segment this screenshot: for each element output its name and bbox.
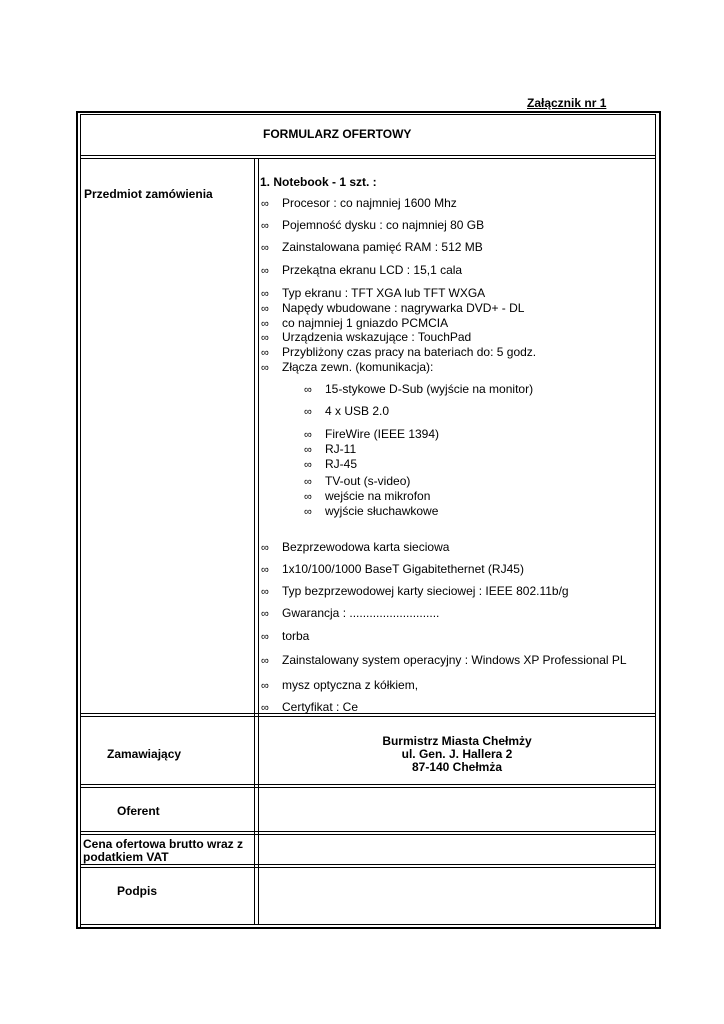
- list-item: Typ ekranu : TFT XGA lub TFT WXGA: [282, 286, 486, 300]
- bullet-icon: ∞: [261, 347, 269, 359]
- price-label-line2: podatkiem VAT: [83, 850, 169, 864]
- bullet-icon: ∞: [261, 542, 269, 554]
- bullet-icon: ∞: [304, 491, 312, 503]
- price-field[interactable]: [260, 836, 654, 863]
- list-item: Gwarancja : ...........................: [282, 606, 440, 620]
- list-item: Urządzenia wskazujące : TouchPad: [282, 330, 472, 344]
- bullet-icon: ∞: [261, 655, 269, 667]
- list-item: Pojemność dysku : co najmniej 80 GB: [282, 218, 485, 232]
- subject-label: Przedmiot zamówienia: [84, 187, 213, 201]
- bullet-icon: ∞: [304, 406, 312, 418]
- bullet-icon: ∞: [304, 506, 312, 518]
- form-title: FORMULARZ OFERTOWY: [263, 127, 412, 141]
- bullet-icon: ∞: [261, 586, 269, 598]
- bullet-icon: ∞: [261, 608, 269, 620]
- bullet-icon: ∞: [261, 288, 269, 300]
- bullet-icon: ∞: [261, 564, 269, 576]
- bullet-icon: ∞: [261, 702, 269, 714]
- signature-field[interactable]: [260, 869, 654, 923]
- bullet-icon: ∞: [261, 242, 269, 254]
- bullet-icon: ∞: [304, 384, 312, 396]
- sub-list-item: TV-out (s-video): [325, 474, 411, 488]
- subject-heading: 1. Notebook - 1 szt. :: [260, 175, 377, 189]
- orderer-name: Burmistrz Miasta Chełmży: [382, 734, 532, 748]
- list-item: Typ bezprzewodowej karty sieciowej : IEEE 802.11b/g: [282, 584, 569, 598]
- sub-list-item: 15-stykowe D-Sub (wyjście na monitor): [325, 382, 534, 396]
- bullet-icon: ∞: [261, 631, 269, 643]
- sub-list-item: RJ-45: [325, 457, 358, 471]
- bullet-icon: ∞: [261, 318, 269, 330]
- list-item: Złącza zewn. (komunikacja):: [282, 360, 434, 374]
- list-item: Przybliżony czas pracy na bateriach do: 5 godz.: [282, 345, 537, 359]
- orderer-label: Zamawiający: [107, 747, 182, 761]
- offeror-field[interactable]: [260, 789, 654, 830]
- offeror-label: Oferent: [117, 804, 160, 818]
- bullet-icon: ∞: [261, 303, 269, 315]
- list-item: Zainstalowana pamięć RAM : 512 MB: [282, 240, 483, 254]
- list-item: Bezprzewodowa karta sieciowa: [282, 540, 450, 554]
- bullet-icon: ∞: [261, 265, 269, 277]
- sub-list-item: FireWire (IEEE 1394): [325, 427, 440, 441]
- list-item: Procesor : co najmniej 1600 Mhz: [282, 196, 457, 210]
- bullet-icon: ∞: [304, 429, 312, 441]
- list-item: Napędy wbudowane : nagrywarka DVD+ - DL: [282, 301, 525, 315]
- sub-list-item: wejście na mikrofon: [325, 489, 431, 503]
- attachment-label: Załącznik nr 1: [527, 96, 607, 110]
- bullet-icon: ∞: [261, 198, 269, 210]
- sub-list-item: 4 x USB 2.0: [325, 404, 390, 418]
- orderer-city: 87-140 Chełmża: [411, 760, 503, 774]
- orderer-street: ul. Gen. J. Hallera 2: [401, 747, 513, 761]
- signature-label: Podpis: [117, 884, 158, 898]
- bullet-icon: ∞: [261, 680, 269, 692]
- sub-list-item: RJ-11: [325, 442, 357, 456]
- bullet-icon: ∞: [261, 332, 269, 344]
- list-item: mysz optyczna z kółkiem,: [282, 678, 419, 692]
- bullet-icon: ∞: [304, 444, 312, 456]
- sub-list-item: wyjście słuchawkowe: [325, 504, 439, 518]
- bullet-icon: ∞: [261, 362, 269, 374]
- bullet-icon: ∞: [304, 459, 312, 471]
- list-item: torba: [282, 629, 310, 643]
- list-item: Zainstalowany system operacyjny : Windows XP Professional PL: [282, 653, 627, 667]
- list-item: 1x10/100/1000 BaseT Gigabitethernet (RJ45): [282, 562, 524, 576]
- price-label-line1: Cena ofertowa brutto wraz z: [83, 837, 244, 851]
- list-item: Przekątna ekranu LCD : 15,1 cala: [282, 263, 463, 277]
- bullet-icon: ∞: [304, 476, 312, 488]
- bullet-icon: ∞: [261, 220, 269, 232]
- list-item: Certyfikat : Ce: [282, 700, 359, 714]
- list-item: co najmniej 1 gniazdo PCMCIA: [282, 316, 449, 330]
